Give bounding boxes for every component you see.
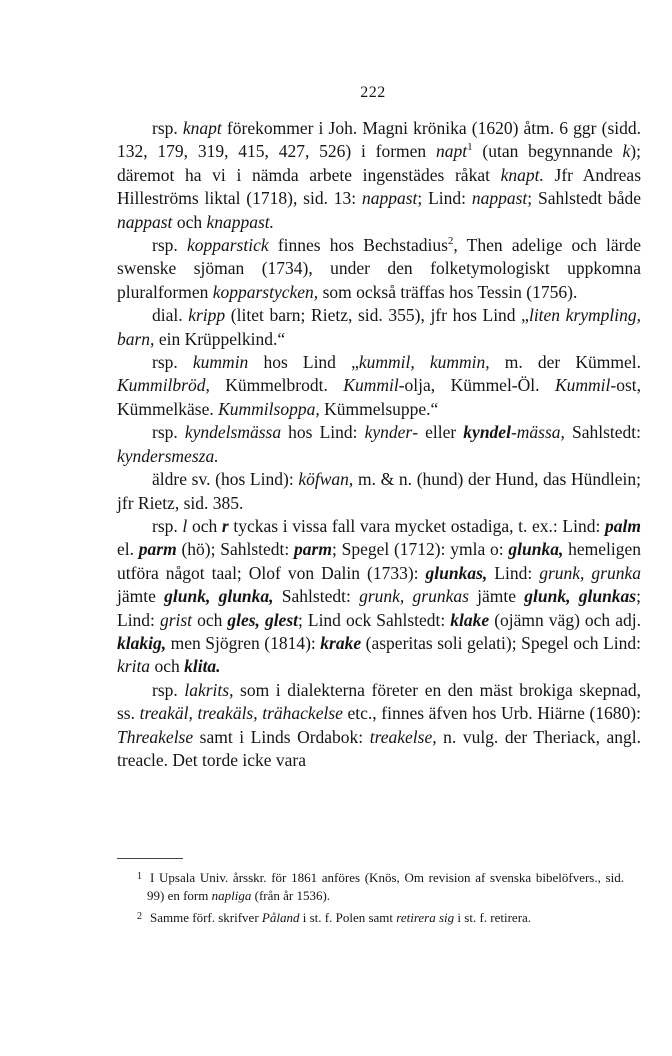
text-run: (hö); Sahlstedt: [176,539,295,560]
emphasized-word: knappast. [206,211,275,232]
text-run: Lind: [487,562,540,583]
emphasized-word: Kummilbröd, [117,375,210,396]
text-run: Sahlstedt: [273,586,360,607]
text-run: (asperitas soli gelati); Spegel och Lind: [361,632,641,653]
emphasized-word: kyndelsmässa [184,422,282,443]
text-run: m. der Kümmel. [489,352,641,373]
text-run: ); däremot ha vi i nämda arbete ingenstädes råkat [117,141,641,185]
text-run: Kümmelbrodt. [209,375,344,396]
text-run: hemeligen utföra något taal; Olof von Dalin (1733): [117,539,641,583]
emphasized-word: kripp [188,305,226,326]
text-run: jämte [117,586,165,607]
emphasized-word: parm [294,539,332,560]
text-run: Kümmelsuppe.“ [319,398,439,419]
footnote-1 [137,868,624,904]
text-run: i st. f. Polen samt [299,910,397,925]
text-run: äldre sv. (hos Lind): [152,469,299,490]
footnote-2 [137,908,624,927]
emphasized-word: Kummilsoppa, [218,398,320,419]
emphasized-word: glunka, [508,539,564,560]
emphasized-word: kyndel [463,422,511,443]
emphasized-word: Kummil [343,375,399,396]
text-run: Sahlstedt: [564,422,642,443]
paragraph-kripp [117,304,641,351]
emphasized-word: klakig, [117,632,167,653]
text-run: el. [117,539,139,560]
text-run: ; Lind: [417,188,472,209]
text-run: i st. f. retirera. [454,910,532,925]
emphasized-word: Kummil [554,375,611,396]
emphasized-word: Threakelse [117,726,194,747]
emphasized-word: gles, glest [227,609,298,630]
footnotes [137,868,624,931]
paragraph-lakrits [117,679,641,773]
emphasized-word: kopparstycken, [212,281,319,302]
emphasized-word: glunk, glunka, [164,586,274,607]
emphasized-word: mässa, [516,422,565,443]
text-run: ; Sahlstedt både [527,188,641,209]
text-run: - eller [412,422,464,443]
text-run: - [510,422,517,443]
text-run: samt i Linds Ordabok: [193,726,370,747]
text-run: och [172,211,207,232]
emphasized-word: treakelse, [369,726,437,747]
emphasized-word: knapt [182,118,222,138]
emphasized-word: kyndersmesza. [117,445,219,466]
emphasized-word: klita. [184,656,221,677]
emphasized-word: krake [320,632,362,653]
text-run: m. & n. (hund) der Hund, das Hündlein; jfr Rietz, sid. 385. [117,469,641,513]
text-run: rsp. [152,515,183,536]
emphasized-word: kummin [192,352,249,373]
text-run: och [187,515,222,536]
text-run: -ost, Kümmelkäse. [117,375,641,419]
text-run: Samme förf. skrifver [150,910,262,925]
text-run: finnes hos Bechstadius [268,235,448,256]
paragraph-kopparstick [117,234,641,304]
text-run: , Then adelige och lärde swenske sjöman (1734), under den folketymologiskt uppkomna pluralformen [117,235,641,302]
emphasized-word: glunk, glunkas [524,586,637,607]
paragraph-kyndelsmassa [117,421,641,468]
text-run: rsp. [152,118,183,138]
text-run: hos Lind „ [248,352,359,373]
text-run: I Upsala Univ. årsskr. för 1861 anföres (Knös, Om revision af svenska bibelöfvers., sid. 99) en form [147,870,624,903]
text-run: dial. [152,305,189,326]
emphasized-word: liten krympling, barn, [117,305,642,349]
emphasized-word: lakrits, [184,679,234,700]
text-run: och [192,609,228,630]
emphasized-word: palm [605,515,641,536]
paragraph-knapt [117,117,641,234]
footnote-mark: 2 [137,911,142,922]
text-run: hos Lind: [281,422,365,443]
text-run: (utan begynnande [472,141,623,162]
text-run: rsp. [152,422,185,443]
text-run: n. vulg. der Theriack, angl. treacle. Det torde icke vara [117,726,642,770]
emphasized-word: krita [117,656,151,677]
emphasized-word: grist [159,609,193,630]
text-run: Jfr Andreas Hilleströms liktal (1718), sid. 13: [117,164,642,209]
body-text [117,117,641,772]
emphasized-word: parm [138,539,177,560]
emphasized-word: kynder [364,422,413,443]
text-run: förekommer i Joh. Magni krönika (1620) åtm. 6 ggr (sidd. 132, 179, 319, 415, 427, 526) i formen [117,118,641,162]
text-run: rsp. [152,235,187,256]
emphasized-word: knapt. [500,164,544,185]
text-run: (ojämn väg) och adj. [489,609,641,630]
emphasized-word: nappast [117,211,173,232]
emphasized-word: Påland [261,910,300,925]
text-run: (litet barn; Rietz, sid. 355), jfr hos Lind „ [225,305,529,326]
emphasized-word: grunk, grunka [539,562,642,583]
emphasized-word: köfwan, [298,469,354,490]
text-run: ; Spegel (1712): ymla o: [331,539,509,560]
emphasized-word: nappast [471,188,528,209]
footnote-ref: 1 [467,141,473,154]
text-run: (från år 1536). [251,887,331,903]
text-run: ; Lind ock Sahlstedt: [298,609,451,630]
text-run: som också träffas hos Tessin (1756). [318,281,578,302]
paragraph-kummin [117,351,641,421]
emphasized-word: kummil, kummin, [358,352,490,373]
text-run: etc., finnes äfven hos Urb. Hiärne (1680): [342,703,641,724]
text-run: ; Lind: [117,586,641,630]
emphasized-word: k [622,141,631,162]
text-run: ein Krüppelkind.“ [154,328,286,349]
paragraph-l-och-r [117,515,641,679]
footnote-divider [117,858,183,859]
emphasized-word: napliga [211,887,252,903]
emphasized-word: treakäl, treakäls, trähackelse [139,703,343,724]
emphasized-word: grunk, grunkas [359,586,469,607]
emphasized-word: nappast [361,188,418,209]
emphasized-word: r [221,515,229,536]
paragraph-kofwan [117,468,641,515]
text-run: -olja, Kümmel-Öl. [398,375,555,396]
text-run: jämte [468,586,525,607]
emphasized-word: l [182,515,188,536]
page-number: 222 [360,84,386,101]
text-run: tyckas i vissa fall vara mycket ostadiga, t. ex.: Lind: [228,515,606,536]
text-run: som i dialekterna företer en den mäst brokiga skepnad, ss. [117,679,641,724]
footnote-mark: 1 [137,871,142,882]
footnote-ref: 2 [447,235,454,248]
emphasized-word: napt [435,141,468,162]
text-run: rsp. [152,352,193,373]
text-run: rsp. [152,679,185,700]
text-run: men Sjögren (1814): [166,632,321,653]
emphasized-word: kopparstick [186,235,269,256]
text-run: och [150,656,185,677]
emphasized-word: klake [450,609,490,630]
emphasized-word: retirera sig [396,910,455,925]
emphasized-word: glunkas, [425,562,488,583]
